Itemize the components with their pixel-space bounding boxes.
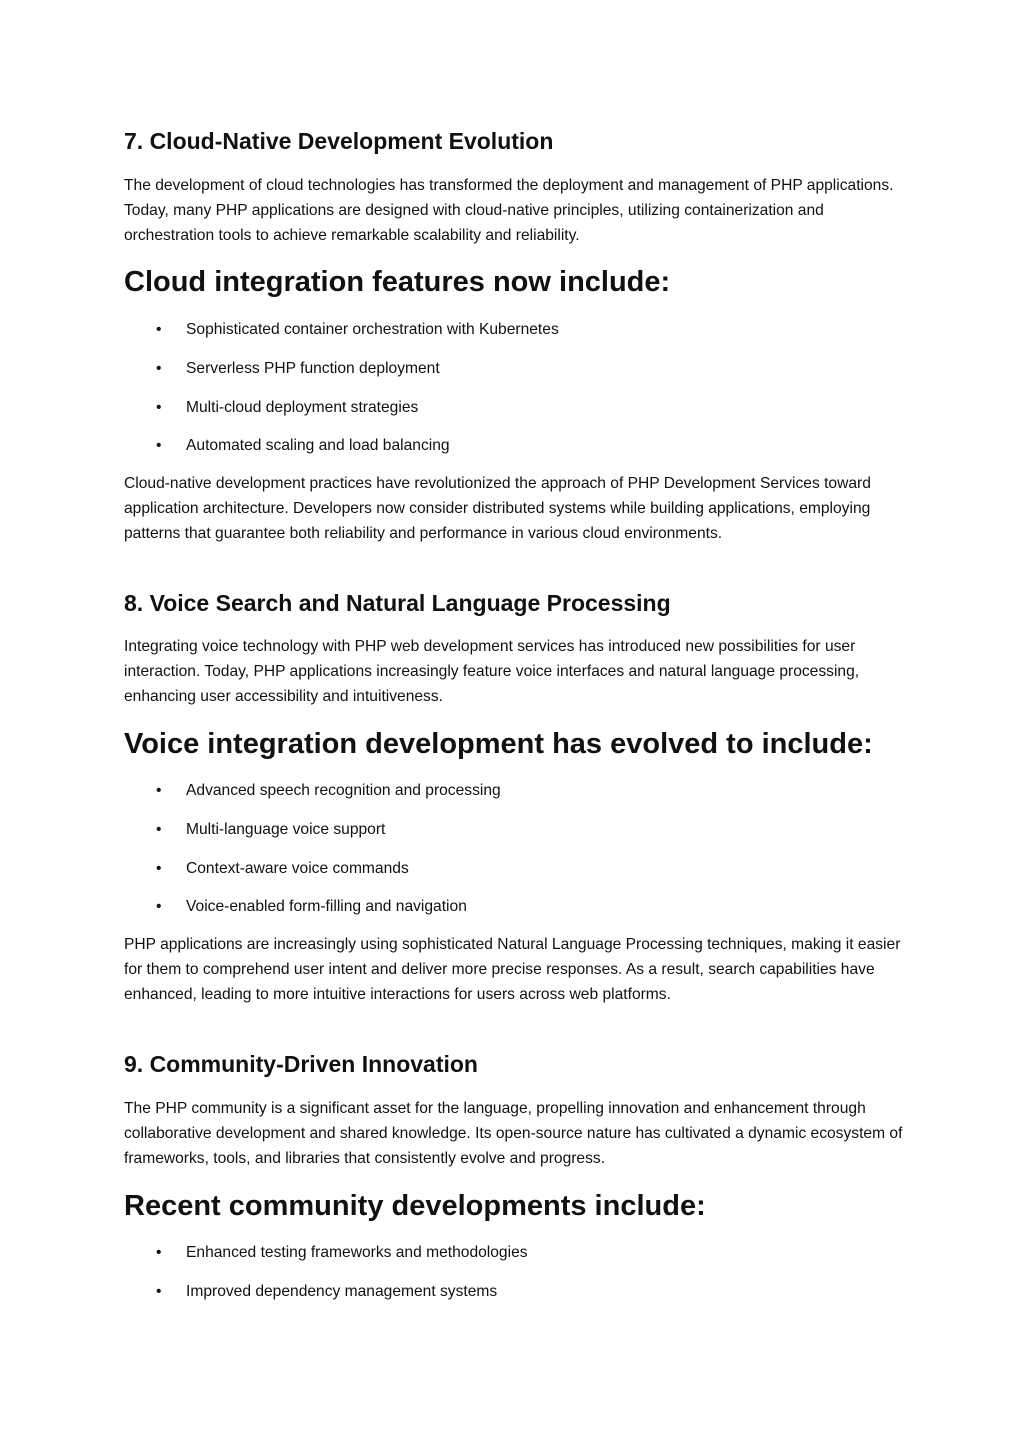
list-item bbox=[124, 895, 904, 934]
list-item-text: Automated scaling and load balancing bbox=[186, 437, 450, 455]
section-intro-paragraph: The development of cloud technologies has transformed the deployment and management of PHP applications. Today, many PHP applications are designed with cloud-native principles, utilizing containerization and orchestration tools to achieve remarkable scalability and reliability. bbox=[124, 177, 894, 244]
list-item-text: Advanced speech recognition and processing bbox=[186, 782, 501, 799]
list-item-text: Serverless PHP function deployment bbox=[186, 359, 440, 377]
bullet-list bbox=[124, 1241, 904, 1319]
list-item bbox=[124, 857, 904, 896]
list-item bbox=[124, 434, 904, 473]
bullet-icon: • bbox=[156, 782, 162, 799]
section-heading: 9. Community-Driven Innovation bbox=[124, 1051, 478, 1077]
list-item bbox=[124, 357, 904, 396]
section-intro-paragraph: The PHP community is a significant asset for the language, propelling innovation and enhancement through collaborative development and shared knowledge. Its open-source nature has cultivated a dynamic ecosystem of frameworks, tools, and libraries that consistently evolve and progress. bbox=[124, 1100, 903, 1167]
list-item-text: Sophisticated container orchestration with Kubernetes bbox=[186, 321, 559, 338]
list-item-text: Multi-cloud deployment strategies bbox=[186, 398, 419, 416]
bullet-icon: • bbox=[156, 398, 162, 416]
list-item bbox=[124, 818, 904, 857]
list-item-text: Context-aware voice commands bbox=[186, 859, 409, 877]
section-outro-paragraph: PHP applications are increasingly using sophisticated Natural Language Processing techniques, making it easier for them to comprehend user intent and deliver more precise responses. As a result, search capabilities have enhanced, leading to more intuitive interactions for users across web platforms. bbox=[124, 936, 901, 1003]
bullet-icon: • bbox=[156, 1244, 162, 1261]
list-item-text: Multi-language voice support bbox=[186, 820, 386, 838]
bullet-icon: • bbox=[156, 898, 162, 916]
bullet-list bbox=[124, 779, 904, 934]
list-heading: Cloud integration features now include: bbox=[124, 266, 671, 298]
bullet-icon: • bbox=[156, 321, 162, 338]
bullet-icon: • bbox=[156, 820, 162, 838]
bullet-list bbox=[124, 318, 904, 473]
section-heading: 8. Voice Search and Natural Language Processing bbox=[124, 590, 671, 616]
bullet-icon: • bbox=[156, 859, 162, 877]
section-heading: 7. Cloud-Native Development Evolution bbox=[124, 128, 554, 154]
list-item bbox=[124, 1280, 904, 1319]
section-outro-paragraph: Cloud-native development practices have revolutionized the approach of PHP Development Services toward application architecture. Developers now consider distributed systems while building applications, employing patterns that guarantee both reliability and performance in various cloud environments. bbox=[124, 475, 871, 542]
section-intro-paragraph: Integrating voice technology with PHP web development services has introduced new possibilities for user interaction. Today, PHP applications increasingly feature voice interfaces and natural language processing, enhancing user accessibility and intuitiveness. bbox=[124, 638, 860, 705]
bullet-icon: • bbox=[156, 437, 162, 455]
bullet-icon: • bbox=[156, 359, 162, 377]
list-item-text: Enhanced testing frameworks and methodologies bbox=[186, 1244, 528, 1261]
list-item bbox=[124, 318, 904, 357]
list-heading: Recent community developments include: bbox=[124, 1190, 706, 1222]
list-item bbox=[124, 396, 904, 435]
list-item bbox=[124, 779, 904, 818]
list-item-text: Voice-enabled form-filling and navigation bbox=[186, 898, 467, 916]
list-item-text: Improved dependency management systems bbox=[186, 1282, 498, 1300]
bullet-icon: • bbox=[156, 1282, 162, 1300]
list-item bbox=[124, 1241, 904, 1280]
list-heading: Voice integration development has evolved to include: bbox=[124, 728, 873, 760]
